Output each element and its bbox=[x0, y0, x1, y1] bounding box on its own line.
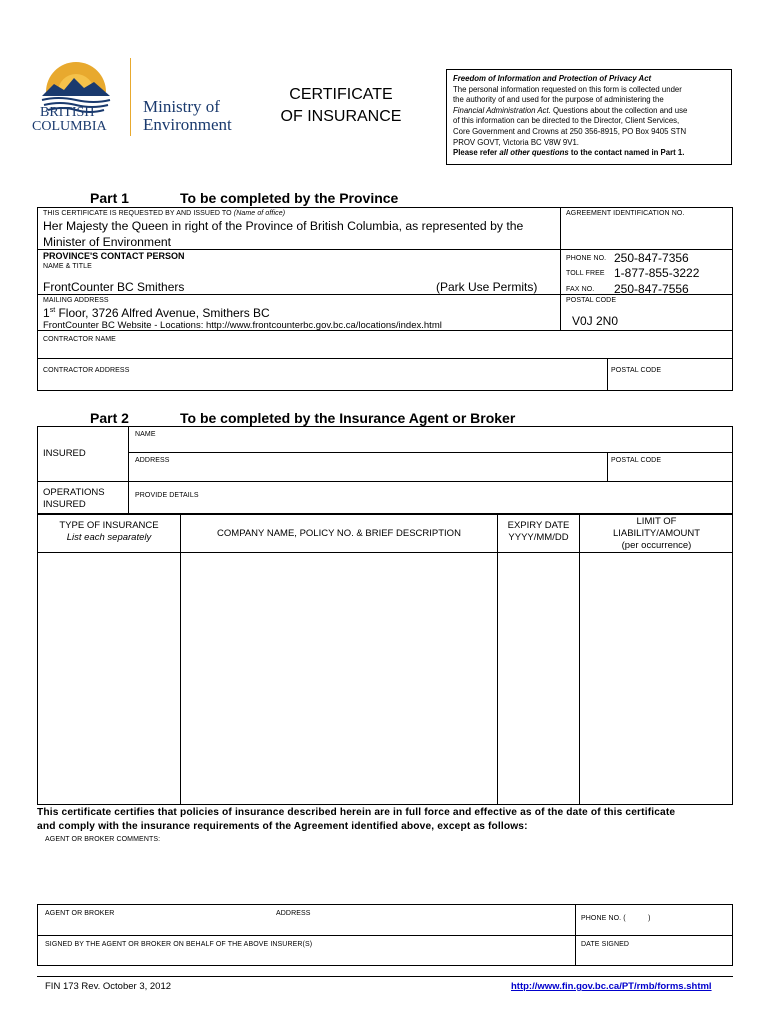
operations-label bbox=[43, 487, 105, 511]
col-expiry-line2: YYYY/MM/DD bbox=[508, 532, 569, 543]
ministry-line2: Environment bbox=[143, 115, 232, 134]
col-company-header: COMPANY NAME, POLICY NO. & BRIEF DESCRIPTION bbox=[217, 528, 461, 539]
operations-label-line2: INSURED bbox=[43, 499, 86, 510]
website-value[interactable]: FrontCounter BC Website - Locations: http://www.frontcounterbc.gov.bc.ca/locations/index.html bbox=[43, 320, 442, 331]
contact-title-value[interactable]: (Park Use Permits) bbox=[436, 280, 538, 294]
policy-expiry-field[interactable] bbox=[498, 553, 579, 804]
form-id: FIN 173 Rev. October 3, 2012 bbox=[45, 981, 172, 992]
contractor-postal-label: POSTAL CODE bbox=[611, 367, 662, 374]
row-divider bbox=[37, 935, 733, 936]
title-line2: OF INSURANCE bbox=[280, 108, 402, 125]
name-title-label: NAME & TITLE bbox=[43, 263, 92, 270]
requested-by-text: THIS CERTIFICATE IS REQUESTED BY AND ISSUED TO bbox=[43, 210, 234, 217]
fax-label: FAX NO. bbox=[566, 286, 595, 293]
part1-title: To be completed by the Province bbox=[180, 190, 399, 206]
foi-line: the authority of and used for the purpose of administering the bbox=[453, 95, 664, 105]
mailing-address-label: MAILING ADDRESS bbox=[43, 297, 109, 304]
logo-divider bbox=[130, 58, 131, 136]
column-divider bbox=[128, 426, 129, 514]
agent-label: AGENT OR BROKER bbox=[45, 910, 115, 917]
row-divider bbox=[37, 358, 733, 359]
part2-label: Part 2 bbox=[90, 410, 129, 426]
row-divider bbox=[128, 452, 733, 453]
phone-value[interactable]: 250-847-7356 bbox=[614, 251, 689, 265]
tollfree-label: TOLL FREE bbox=[566, 270, 605, 277]
row-divider bbox=[37, 481, 733, 482]
footer-divider bbox=[37, 976, 733, 977]
policy-type-field[interactable] bbox=[38, 553, 180, 804]
requested-by-value-line1[interactable]: Her Majesty the Queen in right of the Province of British Columbia, as represented by the bbox=[43, 219, 524, 233]
insured-postal-label: POSTAL CODE bbox=[611, 457, 662, 464]
phone-label: PHONE NO. bbox=[566, 255, 607, 262]
postal-code-value[interactable]: V0J 2N0 bbox=[572, 314, 619, 328]
provide-details-label: PROVIDE DETAILS bbox=[135, 492, 199, 499]
agreement-id-field[interactable] bbox=[561, 218, 732, 248]
foi-act-name: Financial Administration Act. bbox=[453, 105, 551, 115]
mailing-address-sup: st bbox=[49, 307, 56, 314]
foi-line: of this information can be directed to the Director, Client Services, bbox=[453, 116, 680, 126]
requested-by-hint: (Name of office) bbox=[233, 210, 286, 217]
foi-line bbox=[453, 148, 725, 159]
requested-by-value-line2[interactable]: Minister of Environment bbox=[43, 235, 172, 249]
col-expiry-line1: EXPIRY DATE bbox=[507, 520, 570, 531]
comments-field[interactable] bbox=[40, 846, 730, 902]
row-divider bbox=[37, 294, 560, 295]
col-limit-line2: LIABILITY/AMOUNT bbox=[612, 528, 701, 539]
tollfree-value[interactable]: 1-877-855-3222 bbox=[614, 266, 700, 280]
column-divider bbox=[607, 358, 608, 391]
bc-logo bbox=[30, 56, 245, 138]
foi-text: Questions about the collection and use bbox=[550, 105, 688, 115]
col-expiry-header bbox=[498, 520, 579, 544]
agreement-id-label: AGREEMENT IDENTIFICATION NO. bbox=[566, 210, 685, 217]
agent-phone-label: PHONE NO. ( ) bbox=[581, 915, 651, 922]
row-divider bbox=[37, 249, 560, 250]
foi-line: The personal information requested on this form is collected under bbox=[453, 84, 682, 94]
col-limit-line3: (per occurrence) bbox=[621, 540, 692, 551]
col-type-line1: TYPE OF INSURANCE bbox=[59, 520, 159, 531]
certify-statement bbox=[37, 806, 737, 834]
requested-by-label bbox=[43, 210, 285, 217]
part1-label: Part 1 bbox=[90, 190, 129, 206]
foi-text: Please refer bbox=[453, 148, 500, 158]
agent-address-label: ADDRESS bbox=[276, 910, 311, 917]
contractor-name-label: CONTRACTOR NAME bbox=[43, 336, 116, 343]
contact-heading: PROVINCE'S CONTACT PERSON bbox=[43, 251, 185, 261]
title-line1: CERTIFICATE bbox=[289, 86, 393, 103]
mailing-address-value[interactable] bbox=[43, 306, 270, 320]
insured-address-label: ADDRESS bbox=[135, 457, 170, 464]
insured-name-label: NAME bbox=[135, 431, 156, 438]
policy-company-field[interactable] bbox=[181, 553, 497, 804]
column-divider bbox=[607, 452, 608, 481]
page-title bbox=[270, 84, 412, 128]
policy-limit-field[interactable] bbox=[580, 553, 733, 804]
comments-label: AGENT OR BROKER COMMENTS: bbox=[45, 836, 161, 843]
signed-label: SIGNED BY THE AGENT OR BROKER ON BEHALF OF THE ABOVE INSURER(S) bbox=[45, 941, 313, 948]
insured-table bbox=[37, 426, 733, 514]
postal-code-label: POSTAL CODE bbox=[566, 297, 617, 304]
logo-text-line2: COLUMBIA bbox=[32, 119, 107, 134]
mailing-address-text: 1 bbox=[43, 306, 50, 320]
certify-line2: and comply with the insurance requirements of the Agreement identified above, except as follows: bbox=[37, 821, 528, 832]
col-type-header bbox=[38, 520, 180, 544]
contractor-address-label: CONTRACTOR ADDRESS bbox=[43, 367, 130, 374]
forms-link[interactable]: http://www.fin.gov.bc.ca/PT/rmb/forms.shtml bbox=[511, 981, 712, 992]
part2-title: To be completed by the Insurance Agent or Broker bbox=[180, 410, 516, 426]
col-limit-line1: LIMIT OF bbox=[636, 516, 677, 527]
insured-label: INSURED bbox=[43, 448, 86, 459]
col-type-line2: List each separately bbox=[66, 532, 152, 543]
foi-emphasis: all other questions bbox=[499, 148, 569, 158]
ministry-line1: Ministry of bbox=[143, 97, 220, 116]
contact-name-value[interactable]: FrontCounter BC Smithers bbox=[43, 280, 185, 294]
operations-label-line1: OPERATIONS bbox=[43, 487, 105, 498]
foi-notice bbox=[446, 69, 732, 165]
foi-line bbox=[453, 106, 725, 117]
foi-line: PROV GOVT, Victoria BC V8W 9V1. bbox=[453, 137, 579, 147]
certify-line1: This certificate certifies that policies of insurance described herein are in full force and effective as of the date of this certificate bbox=[37, 807, 676, 818]
logo-text-line1: BRITISH bbox=[40, 105, 95, 120]
foi-heading: Freedom of Information and Protection of Privacy Act bbox=[453, 74, 652, 83]
col-limit-header bbox=[580, 516, 733, 552]
mailing-address-text: Floor, 3726 Alfred Avenue, Smithers BC bbox=[55, 306, 270, 320]
date-signed-label: DATE SIGNED bbox=[581, 941, 630, 948]
foi-line: Core Government and Crowns at 250 356-8915, PO Box 9405 STN bbox=[453, 126, 687, 136]
foi-text: to the contact named in Part 1. bbox=[568, 148, 685, 158]
column-divider bbox=[575, 904, 576, 966]
fax-value[interactable]: 250-847-7556 bbox=[614, 282, 689, 296]
row-divider bbox=[560, 249, 733, 250]
